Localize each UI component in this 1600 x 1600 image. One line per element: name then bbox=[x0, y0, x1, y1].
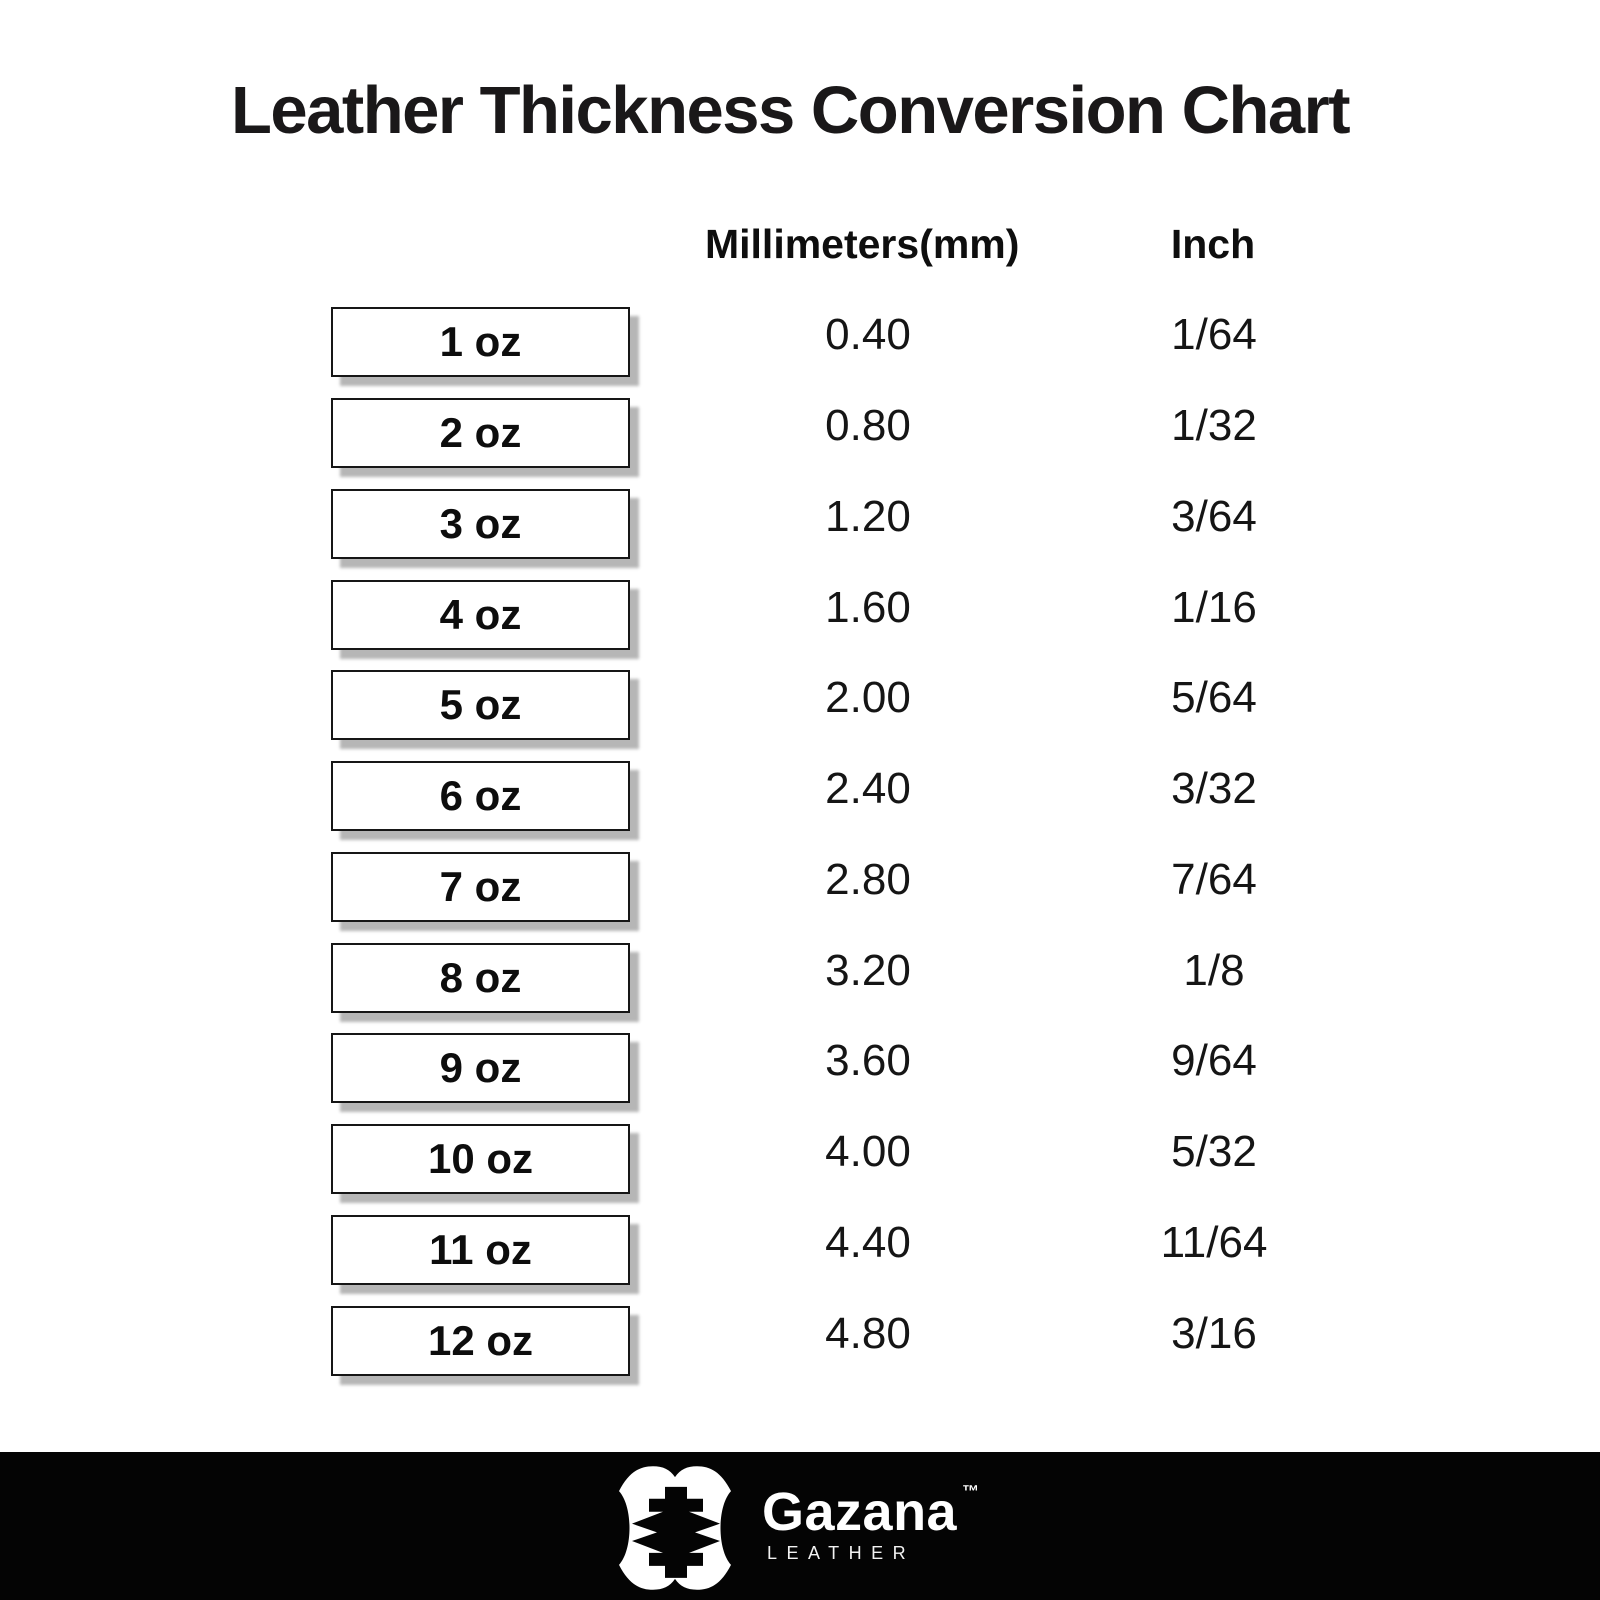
oz-box bbox=[331, 1033, 630, 1103]
oz-label: 6 oz bbox=[439, 772, 522, 819]
inch-value: 9/64 bbox=[1171, 1036, 1257, 1085]
oz-label: 9 oz bbox=[439, 1044, 522, 1091]
leather-shield-icon bbox=[615, 1463, 735, 1593]
mm-value: 4.80 bbox=[825, 1309, 911, 1358]
mm-value: 0.40 bbox=[825, 310, 911, 359]
oz-box bbox=[331, 852, 630, 922]
inch-value: 5/64 bbox=[1171, 673, 1257, 722]
table-row bbox=[0, 943, 1600, 1013]
table-row bbox=[0, 670, 1600, 740]
oz-box bbox=[331, 489, 630, 559]
oz-box bbox=[331, 1215, 630, 1285]
footer-bar bbox=[0, 1452, 1600, 1600]
mm-value: 4.00 bbox=[825, 1127, 911, 1176]
oz-box bbox=[331, 307, 630, 377]
oz-box bbox=[331, 1124, 630, 1194]
inch-value: 3/16 bbox=[1171, 1309, 1257, 1358]
inch-value: 3/64 bbox=[1171, 492, 1257, 541]
page-title: Leather Thickness Conversion Chart bbox=[230, 73, 1350, 148]
table-row bbox=[0, 489, 1600, 559]
table-row bbox=[0, 1215, 1600, 1285]
oz-label: 7 oz bbox=[439, 863, 522, 910]
table-row bbox=[0, 1306, 1600, 1376]
oz-label: 4 oz bbox=[439, 591, 522, 638]
table-row bbox=[0, 1124, 1600, 1194]
inch-value: 1/32 bbox=[1171, 401, 1257, 450]
inch-value: 5/32 bbox=[1171, 1127, 1257, 1176]
table-row bbox=[0, 852, 1600, 922]
table-row bbox=[0, 580, 1600, 650]
oz-box bbox=[331, 398, 630, 468]
oz-label: 8 oz bbox=[439, 954, 522, 1001]
mm-value: 3.20 bbox=[825, 946, 911, 995]
oz-label: 5 oz bbox=[439, 681, 522, 728]
column-header-inch: Inch bbox=[1170, 221, 1256, 267]
oz-label: 10 oz bbox=[427, 1135, 534, 1182]
oz-label: 3 oz bbox=[439, 500, 522, 547]
inch-value: 1/16 bbox=[1171, 583, 1257, 632]
mm-value: 2.40 bbox=[825, 764, 911, 813]
inch-value: 1/8 bbox=[1183, 946, 1245, 995]
inch-value: 1/64 bbox=[1171, 310, 1257, 359]
inch-value: 3/32 bbox=[1171, 764, 1257, 813]
oz-box bbox=[331, 580, 630, 650]
table-row bbox=[0, 398, 1600, 468]
mm-value: 2.00 bbox=[825, 673, 911, 722]
inch-value: 11/64 bbox=[1160, 1218, 1268, 1267]
oz-box bbox=[331, 670, 630, 740]
mm-value: 3.60 bbox=[825, 1036, 911, 1085]
oz-box bbox=[331, 1306, 630, 1376]
brand-logo bbox=[762, 1482, 980, 1542]
mm-value: 0.80 bbox=[825, 401, 911, 450]
trademark-symbol: ™ bbox=[962, 1482, 980, 1501]
mm-value: 2.80 bbox=[825, 855, 911, 904]
brand-name: Gazana bbox=[762, 1482, 958, 1542]
table-row bbox=[0, 1033, 1600, 1103]
oz-label: 1 oz bbox=[439, 318, 522, 365]
mm-value: 1.60 bbox=[825, 583, 911, 632]
oz-box bbox=[331, 761, 630, 831]
column-header-mm: Millimeters(mm) bbox=[705, 221, 1020, 267]
table-row bbox=[0, 307, 1600, 377]
oz-label: 11 oz bbox=[429, 1226, 532, 1273]
brand-subtext: LEATHER bbox=[767, 1543, 916, 1563]
table-row bbox=[0, 761, 1600, 831]
mm-value: 1.20 bbox=[825, 492, 911, 541]
oz-box bbox=[331, 943, 630, 1013]
oz-label: 12 oz bbox=[427, 1317, 534, 1364]
inch-value: 7/64 bbox=[1171, 855, 1257, 904]
oz-label: 2 oz bbox=[439, 409, 522, 456]
mm-value: 4.40 bbox=[825, 1218, 911, 1267]
